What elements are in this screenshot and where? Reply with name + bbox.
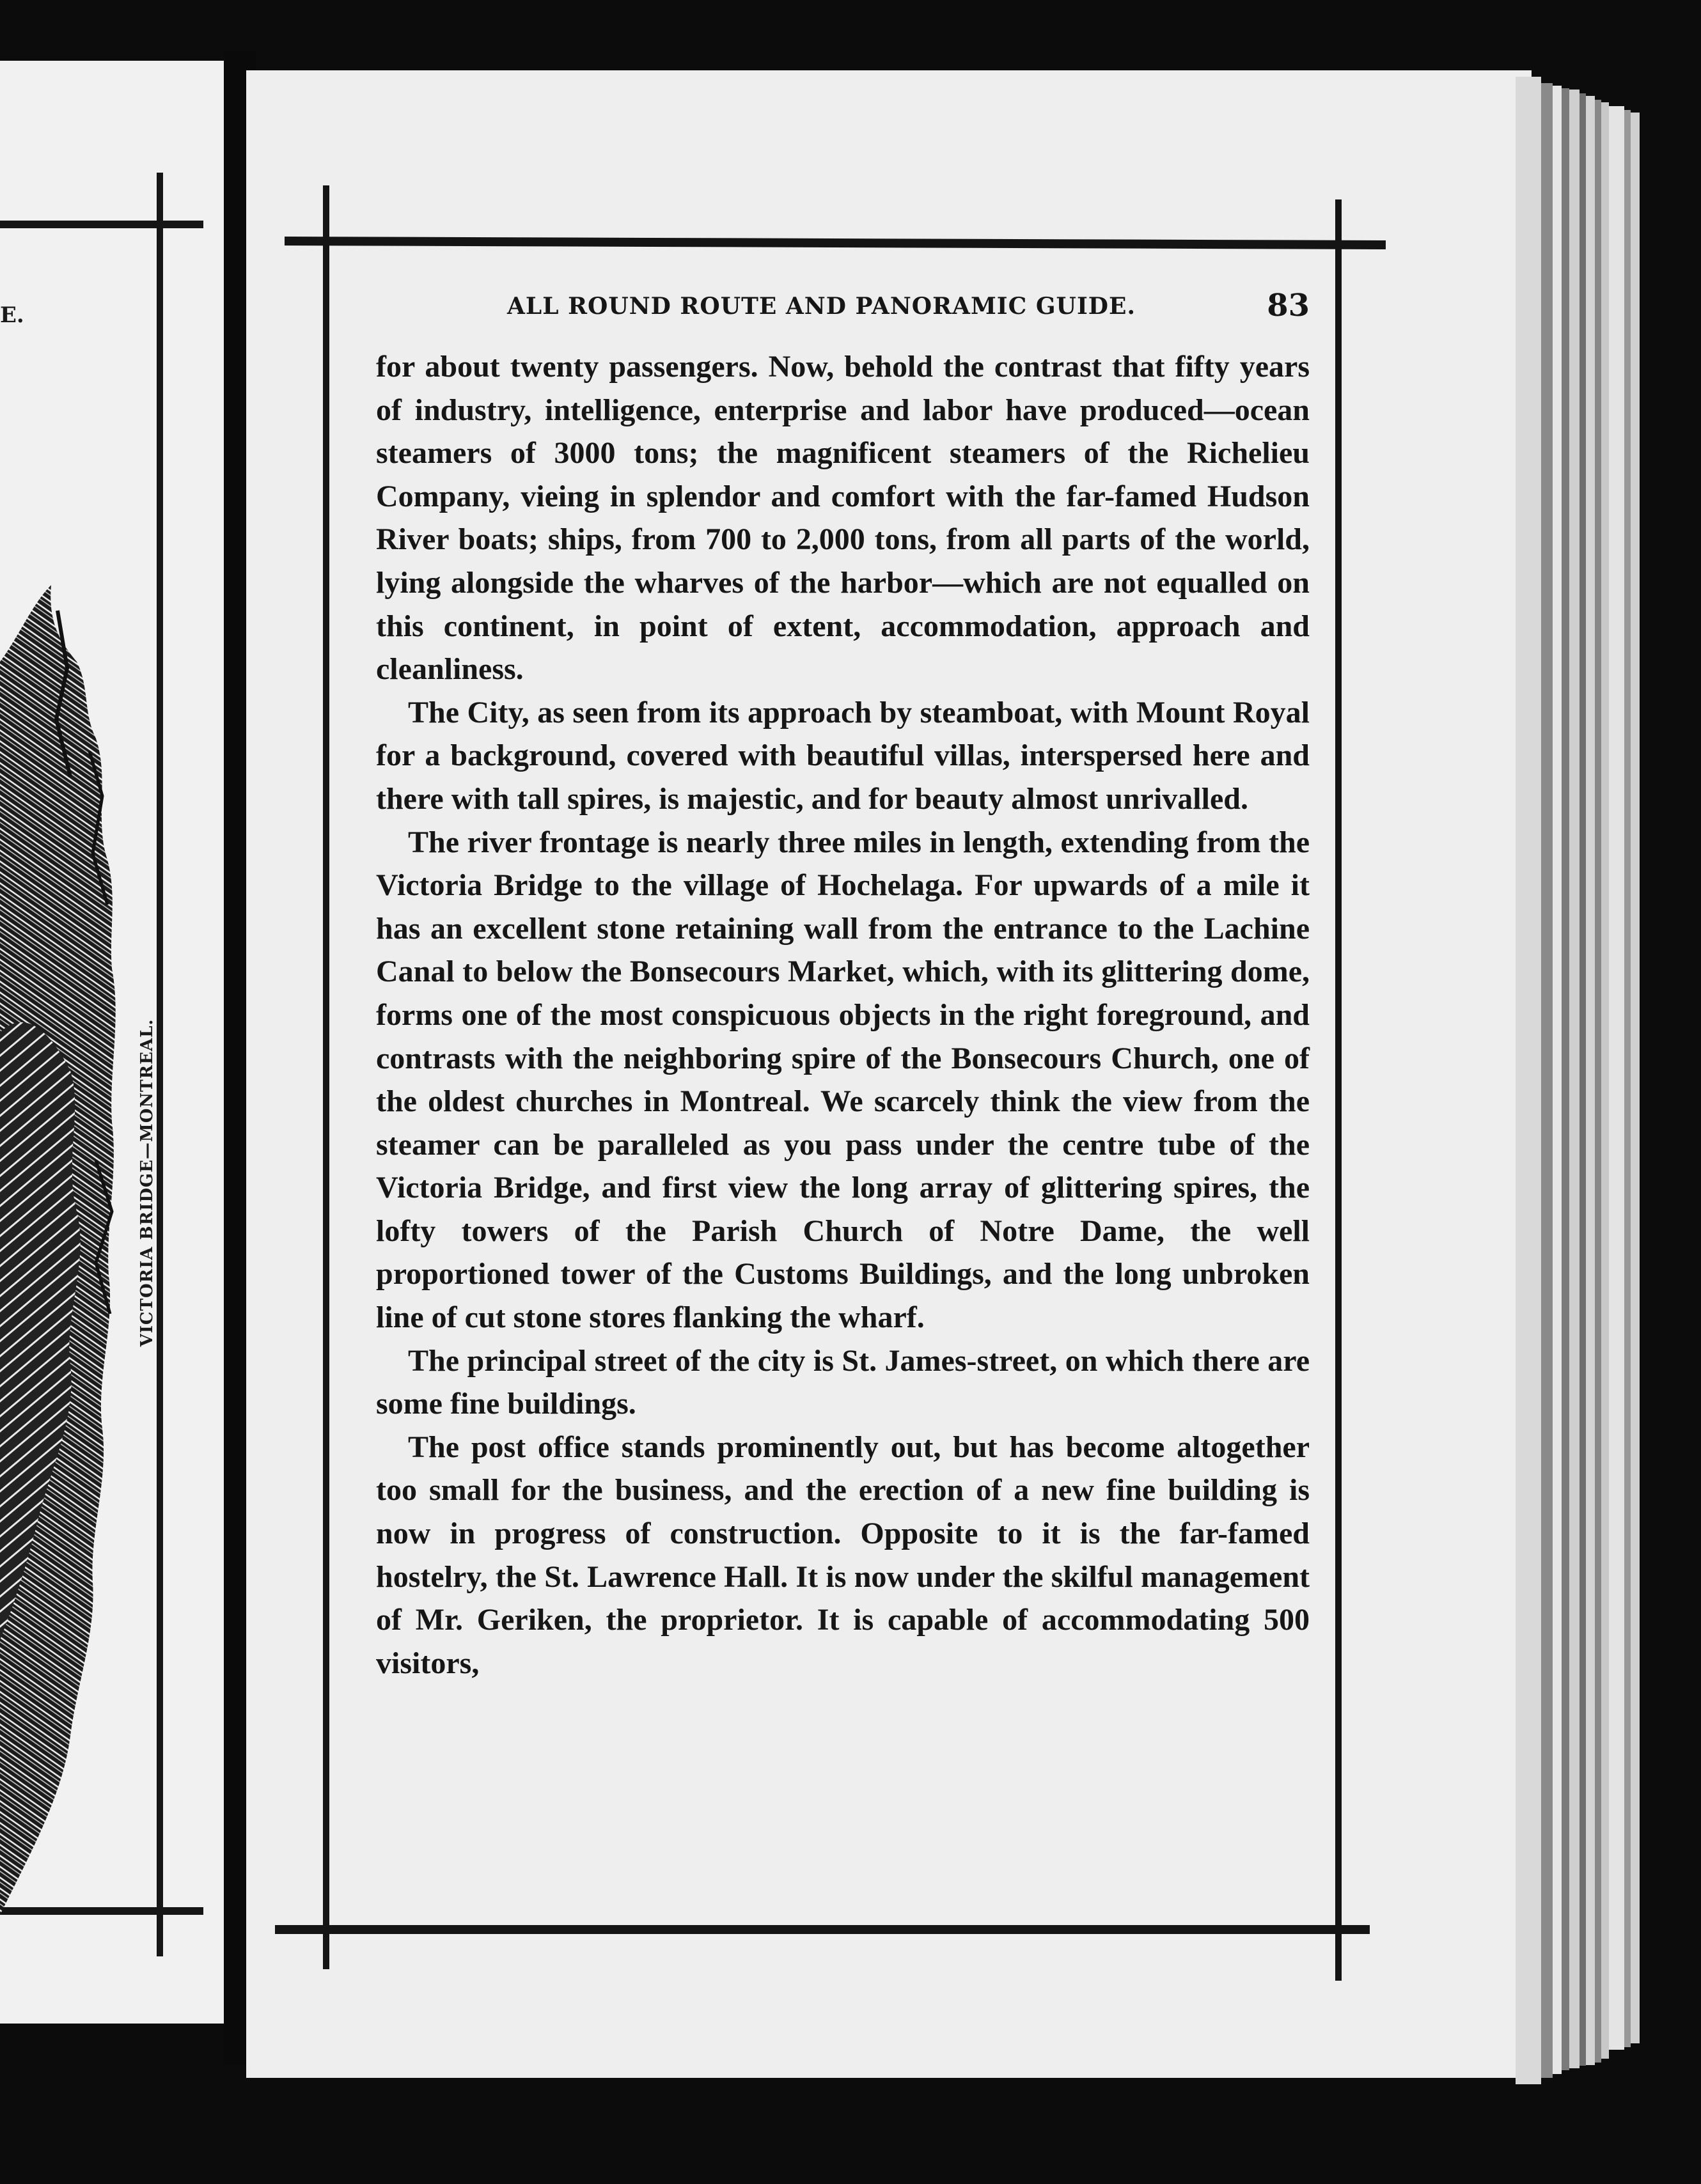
plate-engraving (0, 585, 134, 1947)
left-facing-page (0, 61, 224, 2024)
page-text-block (376, 288, 1310, 1685)
frame-right-rule (1335, 199, 1342, 1981)
paragraph: The principal street of the city is St. James-street, on which there are some fine buildings. (376, 1343, 1310, 1421)
running-head (376, 288, 1310, 345)
paragraph: The post office stands prominently out, but has become altogether too small for the business, and the erection of a new fine building is now in progress of construction. Opposite to it is the far-famed hostelry, the St. Lawrence Hall. It is now under the skilful management of Mr. Geriken, the proprietor. It is capable of accommodating 500 visitors, (376, 1430, 1310, 1680)
frame-left-rule (323, 185, 329, 1969)
frame-bottom-rule (275, 1925, 1370, 1934)
paragraph: The City, as seen from its approach by steamboat, with Mount Royal for a background, covered with beautiful villas, interspersed here and there with tall spires, is majestic, and for beauty almost unrivalled. (376, 695, 1310, 816)
paragraph: for about twenty passengers. Now, behold the contrast that fifty years of industry, intelligence, enterprise and labor have produced—ocean steamers of 3000 tons; the magnificent steamers of the Richelieu Company, vieing in splendor and comfort with the far-famed Hudson River boats; ships, from 700 to 2,000 tons, from all parts of the world, lying alongside the wharves of the harbor—which are not equalled on this continent, in point of extent, accommodation, approach and cleanliness. (376, 350, 1310, 687)
page-fore-edges (1516, 77, 1656, 2123)
left-frame-top-rule (0, 221, 203, 228)
body-text (376, 345, 1310, 1685)
page-number: 83 (1267, 288, 1310, 324)
plate-caption: VICTORIA BRIDGE—MONTREAL. (137, 1018, 157, 1347)
left-frame-vertical-rule (157, 173, 163, 1956)
running-title: ALL ROUND ROUTE AND PANORAMIC GUIDE. (507, 293, 1136, 320)
paragraph: The river frontage is nearly three miles in length, extending from the Victoria Bridge to the village of Hochelaga. For upwards of a mile it has an excellent stone retaining wall from the entrance to the Lachine Canal to below the Bonsecours Market, which, with its glittering dome, forms one of the most conspicuous objects in the right foreground, and contrasts with the neighboring spire of the Bonsecours Church, one of the oldest churches in Montreal. We scarcely think the view from the steamer can be paralleled as you pass under the centre tube of the Victoria Bridge, and first view the long array of glittering spires, the lofty towers of the Parish Church of Notre Dame, the well proportioned tower of the Customs Buildings, and the long unbroken line of cut stone stores flanking the wharf. (376, 825, 1310, 1335)
left-running-head-fragment: E. (0, 302, 24, 328)
